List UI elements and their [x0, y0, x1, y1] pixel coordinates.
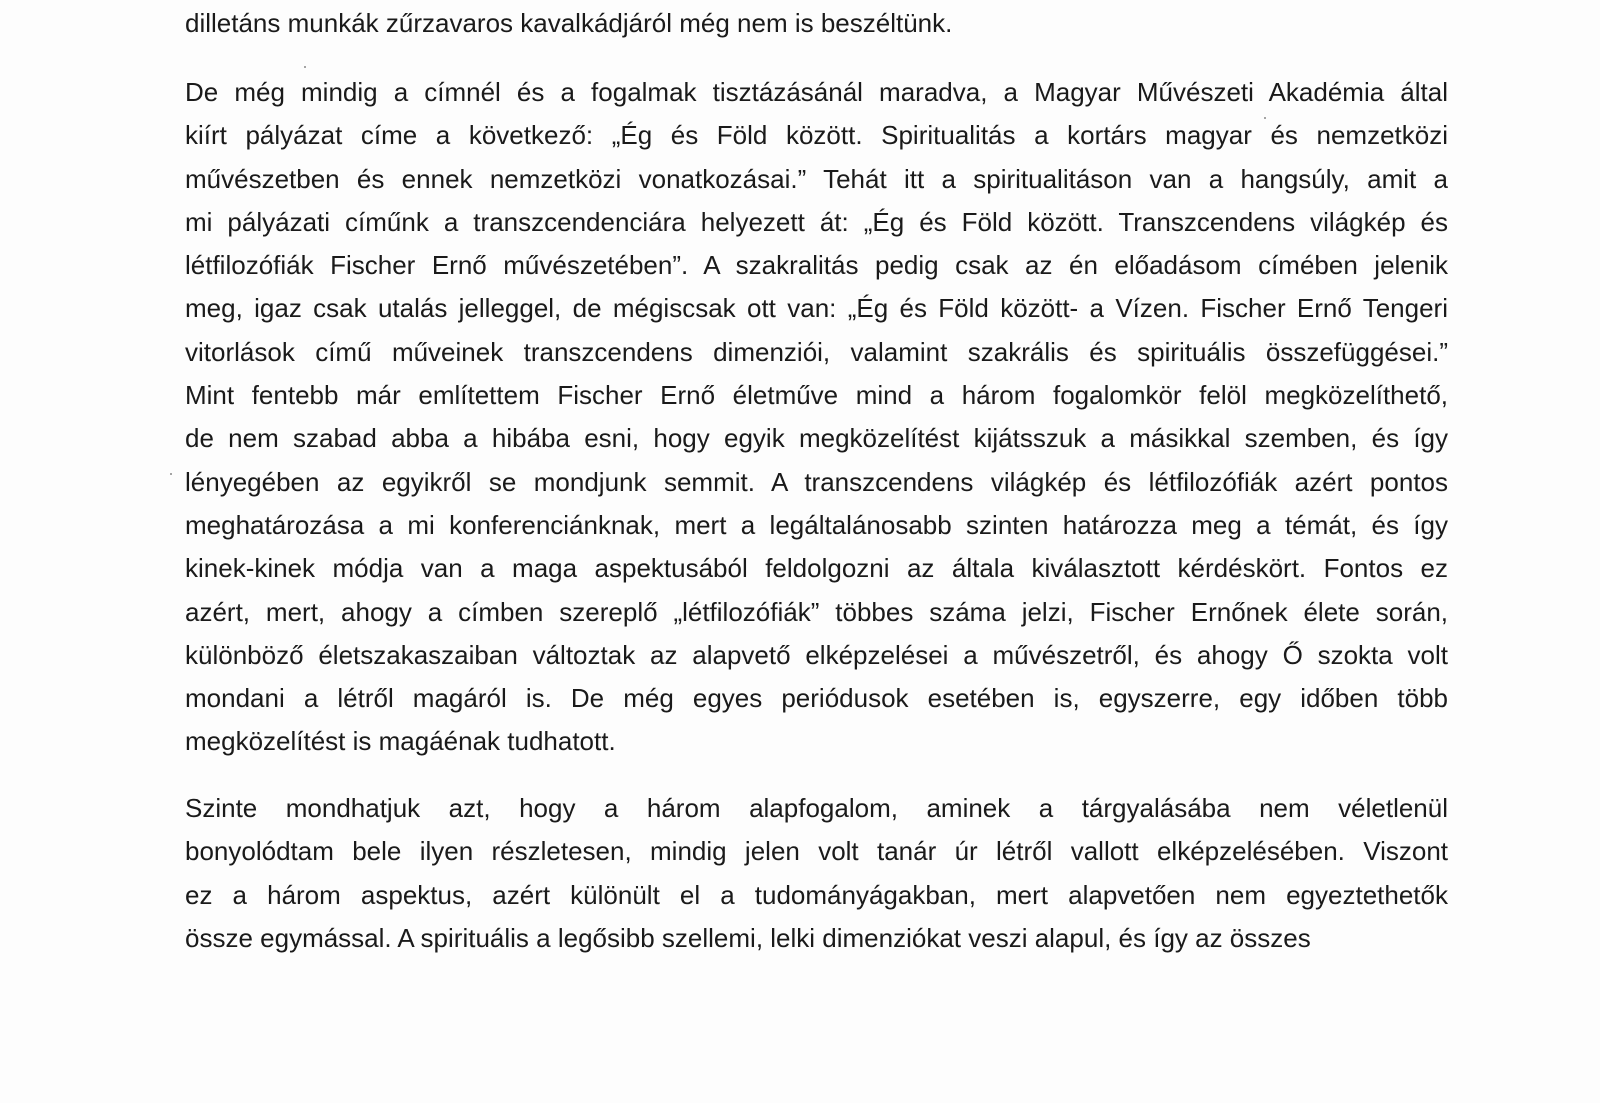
text-line: De még mindig a címnél és a fogalmak tisztázásánál maradva, a Magyar Művészeti Akadémia által	[185, 77, 1448, 107]
text-line: kiírt pályázat címe a következő: „Ég és Föld között. Spiritualitás a kortárs magyar és nemzetközi	[185, 120, 1448, 151]
text-line: létfilozófiák Fischer Ernő művészetében”. A szakralitás pedig csak az én előadásom címében jelenik	[185, 250, 1448, 281]
scan-speck	[1264, 117, 1266, 119]
text-line: meg, igaz csak utalás jelleggel, de mégiscsak ott van: „Ég és Föld között- a Vízen. Fischer Ernő Tengeri	[185, 293, 1448, 324]
text-line: kinek-kinek módja van a maga aspektusából feldolgozni az általa kiválasztott kérdéskört. Fontos ez	[185, 553, 1448, 584]
text-line: azért, mert, ahogy a címben szereplő „létfilozófiák” többes száma jelzi, Fischer Ernőnek élete során,	[185, 596, 1448, 627]
text-line: Mint fentebb már említettem Fischer Ernő életműve mind a három fogalomkör felöl megközelíthető,	[185, 380, 1448, 411]
scan-speck	[304, 66, 306, 68]
text-line: mondani a létről magáról is. De még egyes periódusok esetében is, egyszerre, egy időben több	[185, 683, 1448, 714]
text-line: mi pályázati címűnk a transzcendenciára helyezett át: „Ég és Föld között. Transzcendens világkép és	[185, 206, 1448, 237]
text-line: Szinte mondhatjuk azt, hogy a három alapfogalom, aminek a tárgyalásába nem véletlenül	[185, 793, 1448, 823]
text-line: vitorlások című műveinek transzcendens dimenziói, valamint szakrális és spirituális összefüggései.”	[185, 336, 1448, 367]
text-line: bonyolódtam bele ilyen részletesen, mindig jelen volt tanár úr létről vallott elképzelésében. Viszont	[185, 836, 1448, 867]
paragraph-continuation	[185, 2, 1448, 45]
text-line: de nem szabad abba a hibába esni, hogy egyik megközelítést kijátsszuk a másikkal szemben, és így	[185, 423, 1448, 454]
text-line: meghatározása a mi konferenciánknak, mert a legáltalánosabb szinten határozza meg a témát, és így	[185, 509, 1448, 540]
text-line: ez a három aspektus, azért különült el a tudományágakban, mert alapvetően nem egyeztethetők	[185, 879, 1448, 910]
paragraph-titles-discussion	[185, 71, 1448, 764]
text-line: össze egymással. A spirituális a legősibb szellemi, lelki dimenziókat veszi alapul, és így az összes	[185, 922, 1311, 953]
text-line: művészetben és ennek nemzetközi vonatkozásai.” Tehát itt a spiritualitáson van a hangsúly, amit a	[185, 163, 1448, 194]
paragraph-three-concepts	[185, 787, 1448, 960]
text-line: dilletáns munkák zűrzavaros kavalkádjáról még nem is beszéltünk.	[185, 8, 953, 38]
text-line: lényegében az egyikről se mondjunk semmit. A transzcendens világkép és létfilozófiák azért pontos	[185, 466, 1448, 497]
text-line: megközelítést is magáénak tudhatott.	[185, 726, 616, 757]
text-line: különböző életszakaszaiban változtak az alapvető elképzelései a művészetről, és ahogy Ő szokta volt	[185, 639, 1448, 670]
scan-speck	[170, 473, 172, 475]
